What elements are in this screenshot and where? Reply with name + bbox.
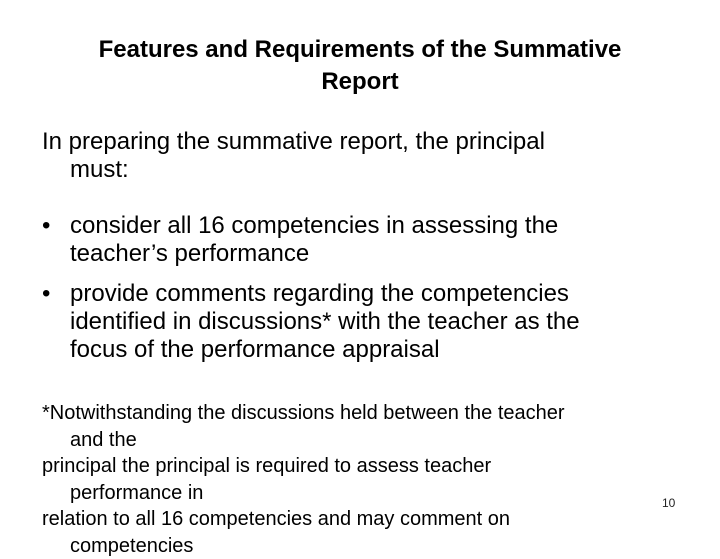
footnote — [42, 400, 702, 559]
bullet-2-line-1: provide comments regarding the competencies — [70, 280, 682, 308]
bullet-list — [42, 212, 682, 376]
bullet-dot-icon: • — [42, 280, 50, 308]
bullet-1-line-2: teacher’s performance — [70, 240, 682, 268]
intro-line-1: In preparing the summative report, the principal — [42, 128, 642, 156]
bullet-item-1 — [42, 212, 682, 268]
bullet-1-line-1: consider all 16 competencies in assessing the — [70, 212, 682, 240]
slide-title-line-1: Features and Requirements of the Summative — [0, 34, 720, 66]
bullet-2-line-3: focus of the performance appraisal — [70, 336, 682, 364]
page-number: 10 — [662, 496, 675, 510]
bullet-item-2 — [42, 280, 682, 364]
footnote-line-4: performance in — [42, 480, 702, 507]
footnote-line-2: and the — [42, 427, 702, 454]
footnote-line-6: competencies — [42, 533, 702, 559]
slide-title-line-2: Report — [0, 66, 720, 98]
slide-title — [0, 34, 720, 98]
bullet-2-line-2: identified in discussions* with the teacher as the — [70, 308, 682, 336]
footnote-line-3: principal the principal is required to assess teacher — [42, 453, 702, 480]
footnote-line-1: *Notwithstanding the discussions held between the teacher — [42, 400, 702, 427]
intro-paragraph — [42, 128, 642, 184]
bullet-dot-icon: • — [42, 212, 50, 240]
footnote-line-5: relation to all 16 competencies and may comment on — [42, 506, 702, 533]
intro-line-2: must: — [42, 156, 642, 184]
